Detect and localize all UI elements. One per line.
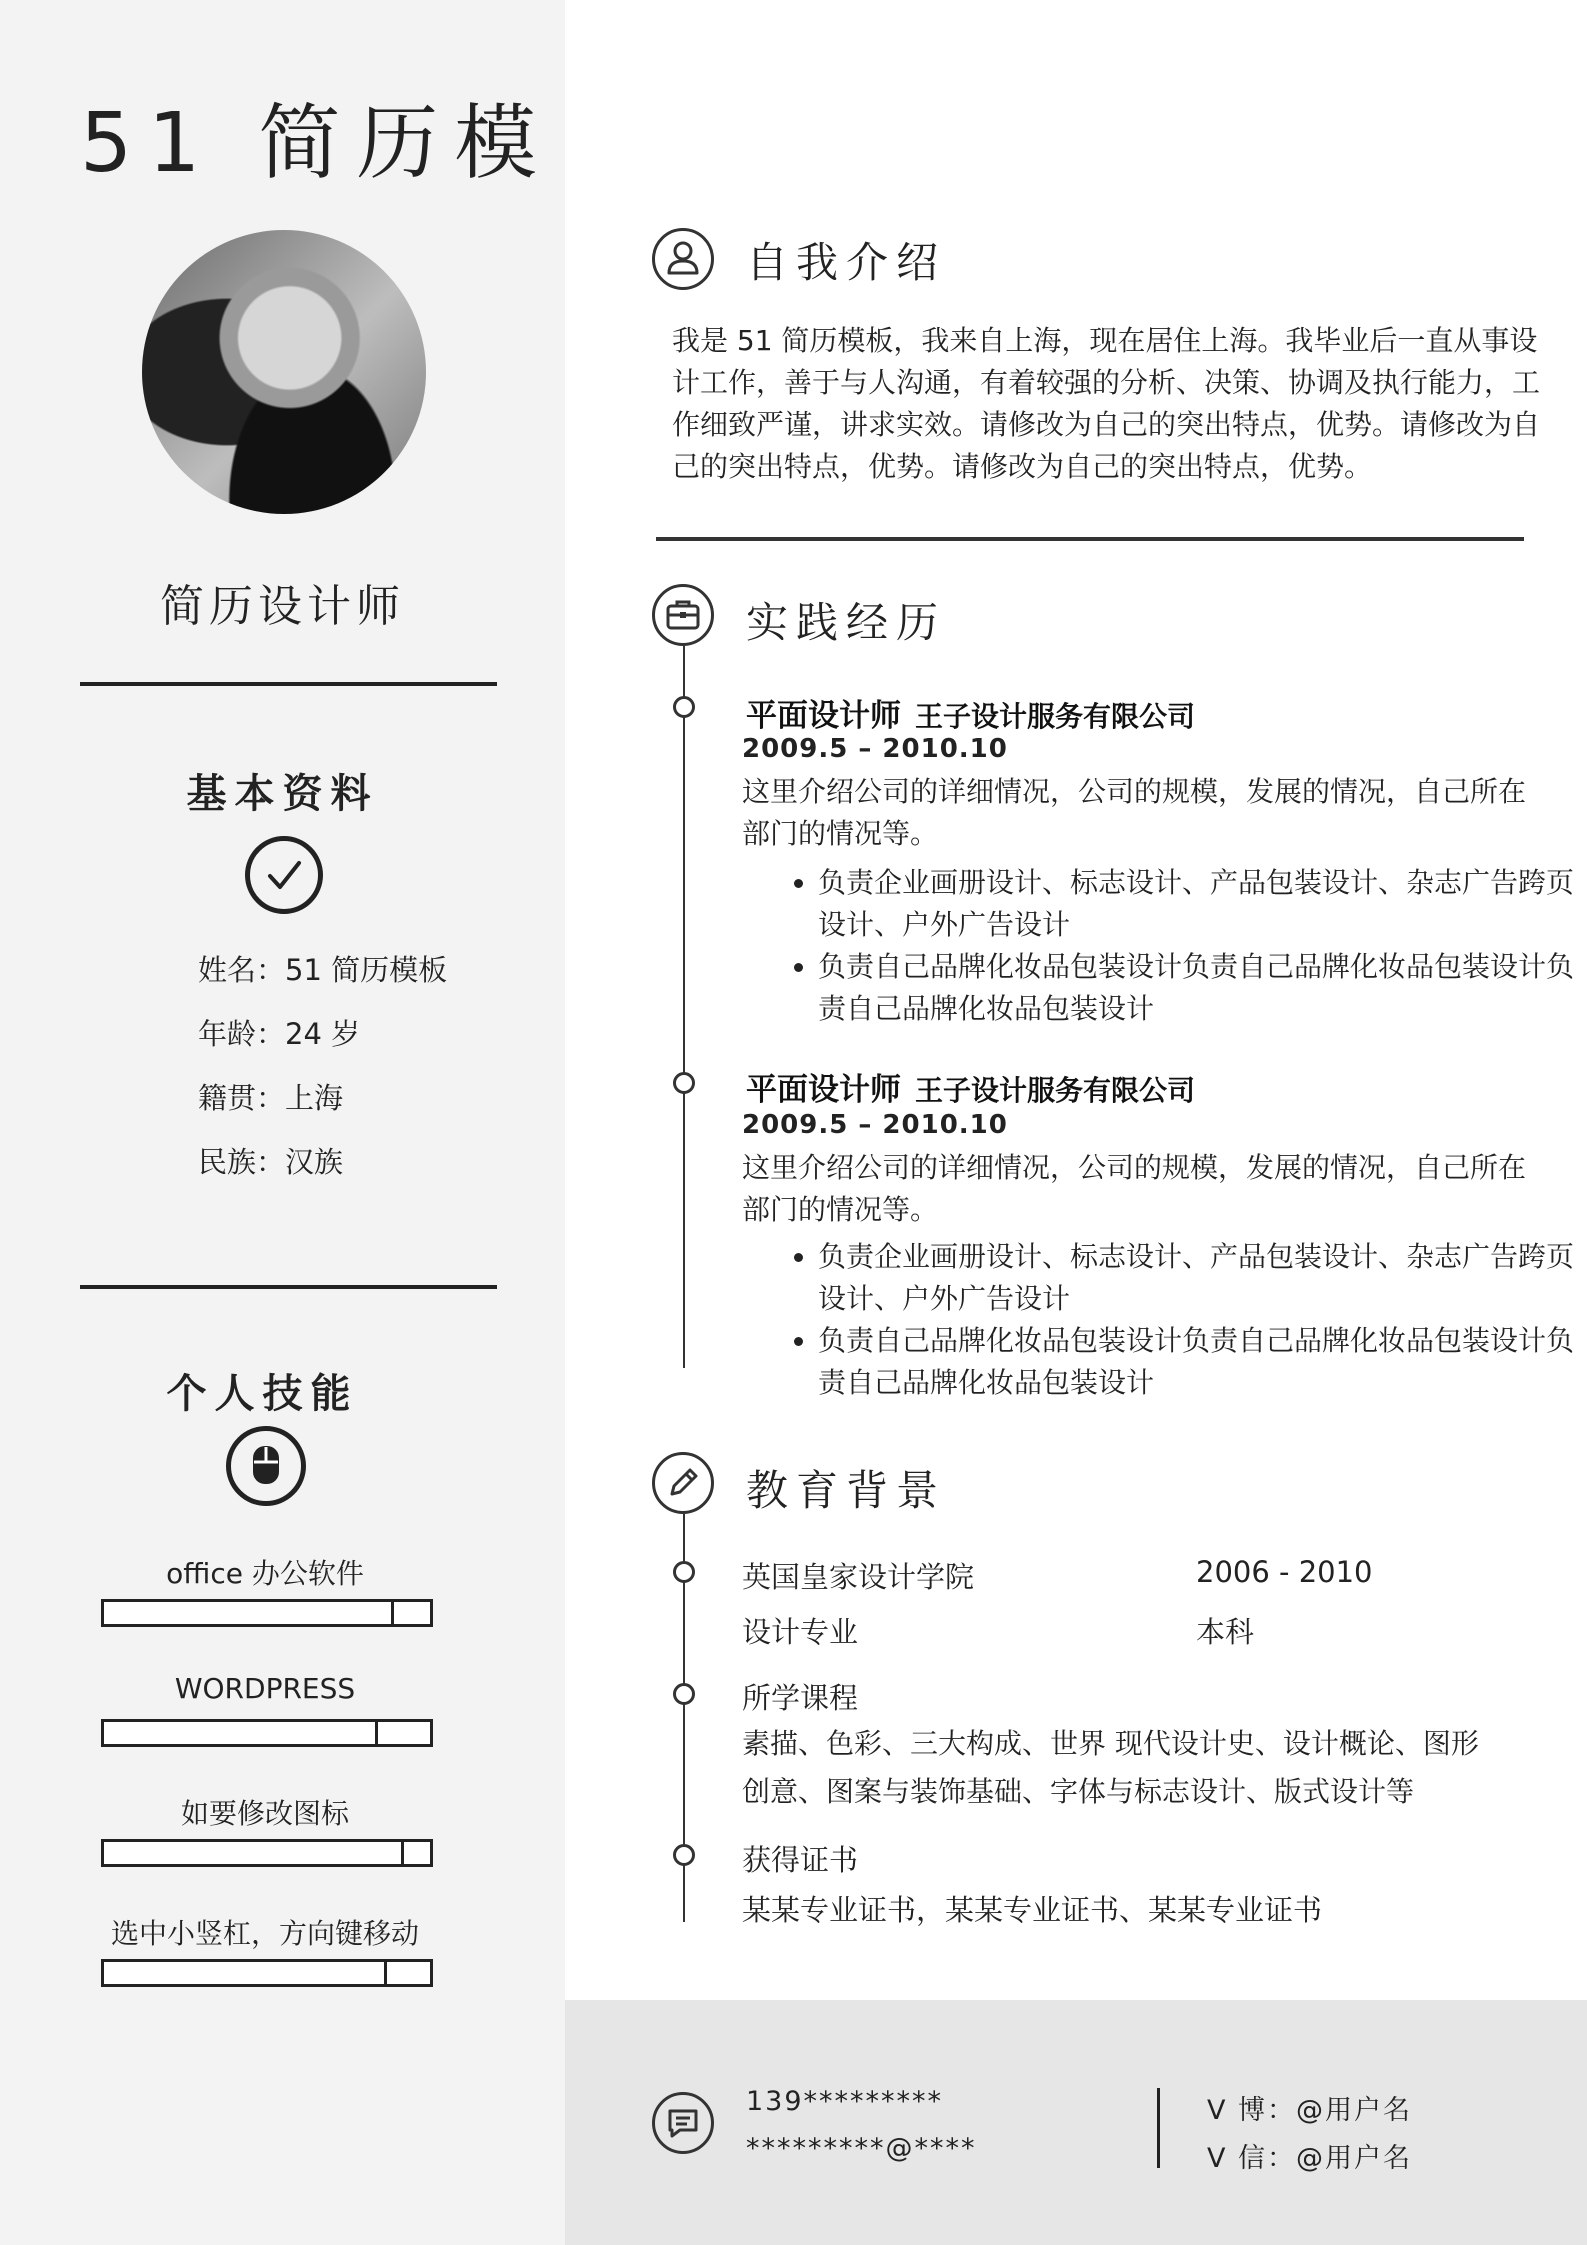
skill-bar[interactable]: [101, 1839, 433, 1867]
divider: [656, 537, 1524, 541]
basic-info-title: 基本资料: [186, 771, 379, 817]
mouse-icon: [226, 1426, 306, 1506]
check-icon: [245, 836, 323, 914]
timeline-dot: [673, 1072, 695, 1094]
exp-desc: 这里介绍公司的详细情况，公司的规模，发展的情况，自己所在部门的情况等。: [742, 775, 1527, 850]
info-hometown: 籍贯：上海: [198, 1081, 344, 1115]
info-ethnicity: 民族：汉族: [198, 1145, 344, 1179]
education-title: 教育背景: [746, 1466, 947, 1515]
exp-bullet: • 负责自己品牌化妆品包装设计负责自己品牌化妆品包装设计负责自己品牌化妆品包装设计: [818, 1320, 1578, 1404]
exp-role: [746, 1064, 1195, 1109]
skill-slider-handle[interactable]: [384, 1959, 387, 1987]
exp-bullets: [770, 862, 1578, 1030]
info-age: 年龄：24 岁: [198, 1017, 361, 1051]
exp-company: 王子设计服务有限公司: [915, 700, 1196, 733]
exp-bullets: [770, 1236, 1578, 1404]
message-icon: [652, 2092, 714, 2154]
skill-label: 如要修改图标: [180, 1797, 349, 1830]
courses-title: 所学课程: [742, 1681, 859, 1715]
contact-footer: [565, 2000, 1587, 2245]
edu-major: 设计专业: [742, 1615, 859, 1649]
divider: [80, 1285, 497, 1289]
exp-date: 2009.5 – 2010.10: [742, 734, 1008, 764]
exp-bullet: • 负责企业画册设计、标志设计、产品包装设计、杂志广告跨页设计、户外广告设计: [818, 862, 1578, 946]
exp-role-text: 平面设计师: [746, 698, 901, 734]
contact-email: *********@****: [746, 2133, 977, 2164]
timeline-dot: [673, 1844, 695, 1866]
skill-label: WORDPRESS: [174, 1672, 356, 1705]
briefcase-icon: [652, 584, 714, 646]
courses-text: 素描、色彩、三大构成、世界 现代设计史、设计概论、图形创意、图案与装饰基础、字体与标志设计、版式设计等: [742, 1727, 1479, 1808]
exp-role: [746, 690, 1195, 735]
skill-bar[interactable]: [101, 1599, 433, 1627]
avatar: [142, 230, 426, 514]
timeline-dot: [673, 696, 695, 718]
cert-title: 获得证书: [742, 1843, 859, 1877]
exp-desc: 这里介绍公司的详细情况，公司的规模，发展的情况，自己所在部门的情况等。: [742, 1151, 1527, 1226]
job-title: 简历设计师: [160, 581, 405, 632]
intro-text: 我是 51 简历模板，我来自上海，现在居住上海。我毕业后一直从事设计工作，善于与人沟通，有着较强的分析、决策、协调及执行能力，工作细致严谨，讲求实效。请修改为自己的突出特点，优势。请修改为自己的突出特点，优势。请修改为自己的突出特点，优势。: [672, 324, 1541, 483]
contact-wechat: V 信：@用户名: [1207, 2143, 1413, 2174]
skill-label: office 办公软件: [166, 1557, 364, 1590]
info-name: 姓名：51 简历模板: [198, 953, 448, 987]
skill-slider-handle[interactable]: [391, 1599, 394, 1627]
experience-title: 实践经历: [746, 598, 947, 647]
skill-bar[interactable]: [101, 1719, 433, 1747]
timeline-dot: [673, 1561, 695, 1583]
edu-degree: 本科: [1196, 1615, 1255, 1649]
skill-bar[interactable]: [101, 1959, 433, 1987]
skill-label: 选中小竖杠，方向键移动: [110, 1917, 419, 1950]
divider: [80, 682, 497, 686]
timeline-dot: [673, 1683, 695, 1705]
edu-school: 英国皇家设计学院: [742, 1560, 975, 1594]
skill-slider-handle[interactable]: [401, 1839, 404, 1867]
contact-phone: 139*********: [746, 2086, 944, 2117]
skills-title: 个人技能: [166, 1371, 359, 1417]
contact-weibo: V 博：@用户名: [1207, 2095, 1413, 2126]
user-icon: [652, 228, 714, 290]
exp-date: 2009.5 – 2010.10: [742, 1110, 1008, 1140]
exp-company: 王子设计服务有限公司: [915, 1074, 1196, 1107]
exp-role-text: 平面设计师: [746, 1072, 901, 1108]
intro-title: 自我介绍: [746, 238, 947, 287]
brand-title: 51 简历模: [80, 96, 553, 191]
timeline-line: [683, 646, 685, 1368]
pencil-icon: [652, 1452, 714, 1514]
exp-bullet: • 负责自己品牌化妆品包装设计负责自己品牌化妆品包装设计负责自己品牌化妆品包装设计: [818, 946, 1578, 1030]
footer-divider: [1157, 2088, 1160, 2168]
edu-years: 2006 - 2010: [1196, 1555, 1373, 1589]
exp-bullet: • 负责企业画册设计、标志设计、产品包装设计、杂志广告跨页设计、户外广告设计: [818, 1236, 1578, 1320]
cert-text: 某某专业证书，某某专业证书、某某专业证书: [742, 1893, 1323, 1927]
skill-slider-handle[interactable]: [375, 1719, 378, 1747]
